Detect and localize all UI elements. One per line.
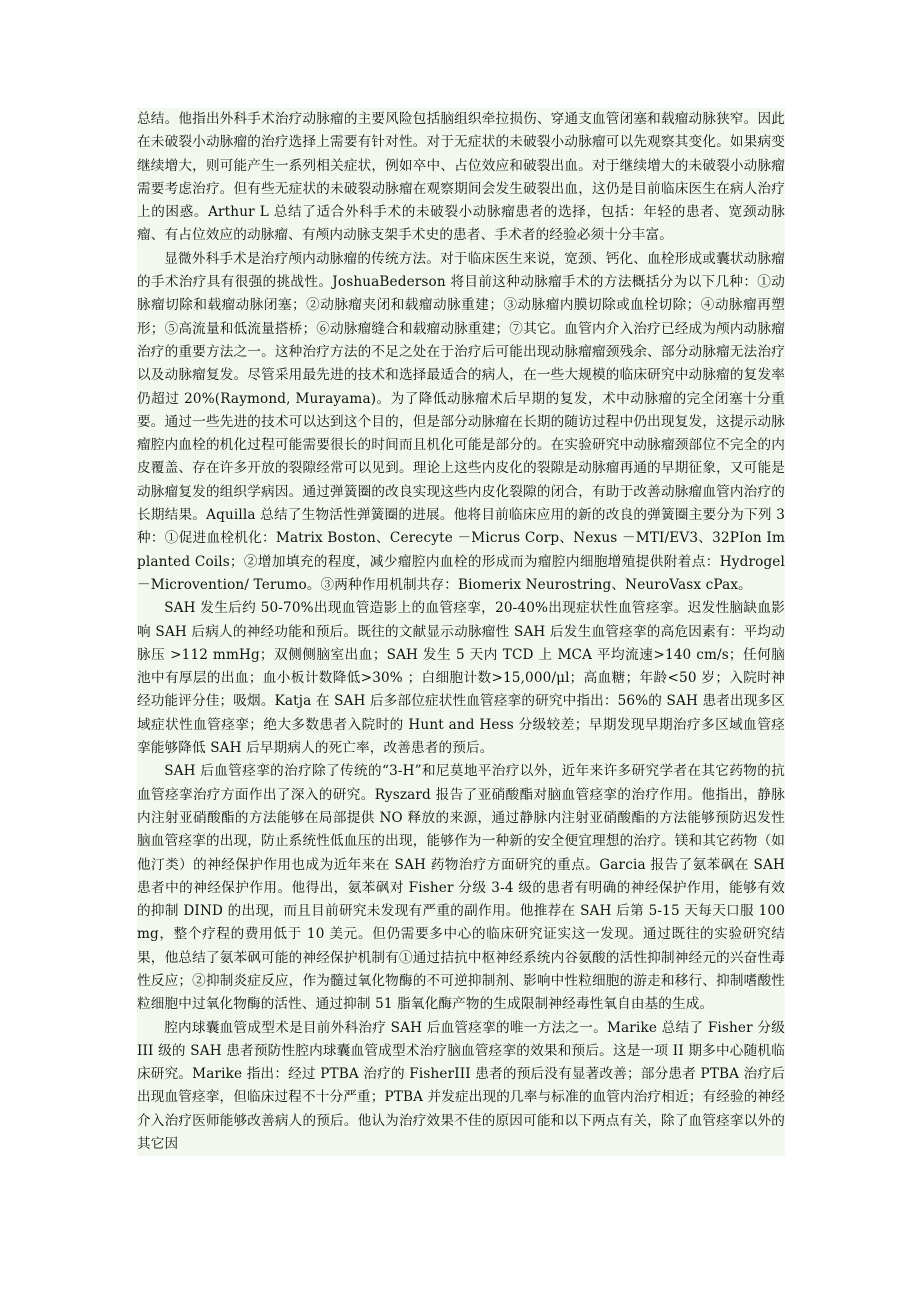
paragraph-vasospasm-drugs: SAH 后血管痉挛的治疗除了传统的“3-H”和尼莫地平治疗以外，近年来许多研究学者在其它药物的抗血管痉挛治疗方面作出了深入的研究。Ryszard 报告了亚硝酸酯对脑血管痉挛的治疗作用。他指出，静脉内注射亚硝酸酯的方法能够在局部提供 NO 释放的来源，通过静脉内注射亚硝酸酯的方法能够预防迟发性脑血管痉挛的出现，防止系统性低血压的出现，能够作为一种新的安全便宜理想的治疗。镁和其它药物（如他汀类）的神经保护作用也成为近年来在 SAH 药物治疗方面研究的重点。Garcia 报告了氨苯砜在 SAH 患者中的神经保护作用。他得出，氨苯砜对 Fisher 分级 3-4 级的患者有明确的神经保护作用，能够有效的抑制 DIND 的出现，而且目前研究未发现有严重的副作用。他推荐在 SAH 后第 5-15 天每天口服 100 mg，整个疗程的费用低于 10 美元。但仍需要多中心的临床研究证实这一发现。通过既往的实验研究结果，他总结了氨苯砜可能的神经保护机制有①通过拮抗中枢神经系统内谷氨酸的活性抑制神经元的兴奋性毒性反应；②抑制炎症反应，作为髓过氧化物酶的不可逆抑制剂、影响中性粒细胞的游走和移行、抑制嗜酸性粒细胞中过氧化物酶的活性、通过抑制 51 脂氧化酶产物的生成限制神经毒性氧自由基的生成。 (137, 763, 785, 1013)
paragraph-vasospasm-risk: SAH 发生后约 50-70%出现血管造影上的血管痉挛，20-40%出现症状性血管痉挛。迟发性脑缺血影响 SAH 后病人的神经功能和预后。既往的文献显示动脉瘤性 SAH 后发生血管痉挛的高危因素有：平均动脉压 >112 mmHg；双侧侧脑室出血；SAH 发生 5 天内 TCD 上 MCA 平均流速>140 cm/s；任何脑池中有厚层的出血；血小板计数降低>30% ；白细胞计数>15,000/μl；高血糖；年龄<50 岁；入院时神经功能评分佳；吸烟。Katja 在 SAH 后多部位症状性血管痉挛的研究中指出：56%的 SAH 患者出现多区域症状性血管痉挛；绝大多数患者入院时的 Hunt and Hess 分级较差；早期发现早期治疗多区域血管痉挛能够降低 SAH 后早期病人的死亡率，改善患者的预后。 (137, 600, 785, 757)
paragraph-microsurgery: 显微外科手术是治疗颅内动脉瘤的传统方法。对于临床医生来说，宽颈、钙化、血栓形成或囊状动脉瘤的手术治疗具有很强的挑战性。JoshuaBederson 将目前这种动脉瘤手术的方法概括分为以下几种：①动脉瘤切除和载瘤动脉闭塞；②动脉瘤夹闭和载瘤动脉重建；③动脉瘤内膜切除或血栓切除；④动脉瘤再塑形；⑤高流量和低流量搭桥；⑥动脉瘤缝合和载瘤动脉重建；⑦其它。血管内介入治疗已经成为颅内动脉瘤治疗的重要方法之一。这种治疗方法的不足之处在于治疗后可能出现动脉瘤瘤颈残余、部分动脉瘤无法治疗以及动脉瘤复发。尽管采用最先进的技术和选择最适合的病人，在一些大规模的临床研究中动脉瘤的复发率仍超过 20%(Raymond, Murayama)。为了降低动脉瘤术后早期的复发，术中动脉瘤的完全闭塞十分重要。通过一些先进的技术可以达到这个目的，但是部分动脉瘤在长期的随访过程中仍出现复发，这提示动脉瘤腔内血栓的机化过程可能需要很长的时间而且机化可能是部分的。在实验研究中动脉瘤颈部位不完全的内皮覆盖、存在许多开放的裂隙经常可以见到。理论上这些内皮化的裂隙是动脉瘤再通的早期征象，又可能是动脉瘤复发的组织学病因。通过弹簧圈的改良实现这些内皮化裂隙的闭合，有助于改善动脉瘤血管内治疗的长期结果。Aquilla 总结了生物活性弹簧圈的进展。他将目前临床应用的新的改良的弹簧圈主要分为下列 3 种：①促进血栓机化：Matrix Boston、Cerecyte －Micrus Corp、Nexus －MTI/EV3、32PIon Implanted Coils；②增加填充的程度，减少瘤腔内血栓的形成而为瘤腔内细胞增殖提供附着点：Hydrogel－Microvention/ Terumo。③两种作用机制共存：Biomerix Neurostring、NeuroVasx cPax。 (137, 250, 785, 593)
document-body (137, 108, 785, 1156)
paragraph-unruptured-aneurysm: 总结。他指出外科手术治疗动脉瘤的主要风险包括脑组织牵拉损伤、穿通支血管闭塞和载瘤动脉狭窄。因此在未破裂小动脉瘤的治疗选择上需要有针对性。对于无症状的未破裂小动脉瘤可以先观察其变化。如果病变继续增大，则可能产生一系列相关症状，例如卒中、占位效应和破裂出血。对于继续增大的未破裂小动脉瘤需要考虑治疗。但有些无症状的未破裂动脉瘤在观察期间会发生破裂出血，这仍是目前临床医生在病人治疗上的困惑。Arthur L 总结了适合外科手术的未破裂小动脉瘤患者的选择，包括：年轻的患者、宽颈动脉瘤、有占位效应的动脉瘤、有颅内动脉支架手术史的患者、手术者的经验必须十分丰富。 (137, 111, 785, 244)
paragraph-balloon-angioplasty: 腔内球囊血管成型术是目前外科治疗 SAH 后血管痉挛的唯一方法之一。Marike 总结了 Fisher 分级 III 级的 SAH 患者预防性腔内球囊血管成型术治疗脑血管痉挛的效果和预后。这是一项 II 期多中心随机临床研究。Marike 指出：经过 PTBA 治疗的 FisherIII 患者的预后没有显著改善；部分患者 PTBA 治疗后出现血管痉挛，但临床过程不十分严重；PTBA 并发症出现的几率与标准的血管内治疗相近；有经验的神经介入治疗医师能够改善病人的预后。他认为治疗效果不佳的原因可能和以下两点有关，除了血管痉挛以外的其它因 (137, 1019, 785, 1153)
